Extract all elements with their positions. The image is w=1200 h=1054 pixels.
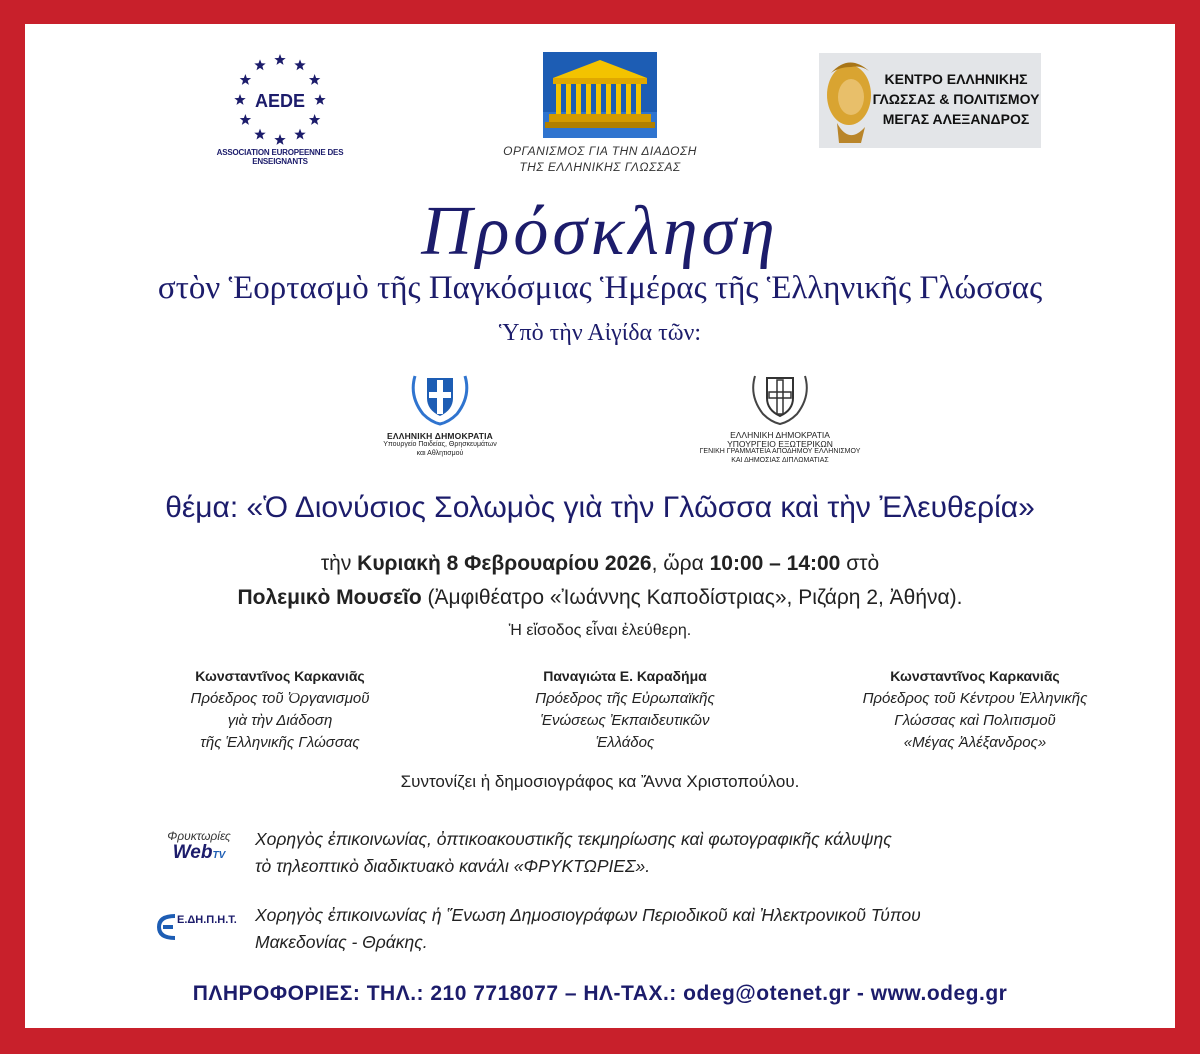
event-when xyxy=(25,552,1175,576)
sponsor-edipit xyxy=(255,902,1085,956)
emblem-left-line1: ΕΛΛΗΝΙΚΗ ΔΗΜΟΚΡΑΤΙΑ xyxy=(386,431,493,441)
star-icon xyxy=(294,129,305,140)
event-topic: θέμα: «Ὁ Διονύσιος Σολωμὸς γιὰ τὴν Γλῶσσα καὶ τὴν Ἐλευθερία» xyxy=(165,491,1035,524)
event-where xyxy=(25,586,1175,610)
star-icon xyxy=(274,54,285,65)
org-caption-line2: ΤΗΣ ΕΛΛΗΝΙΚΗΣ ΓΛΩΣΣΑΣ xyxy=(519,160,681,174)
parthenon-icon xyxy=(495,52,705,138)
aede-stars-icon xyxy=(195,50,365,150)
ministry-foreign-emblem xyxy=(675,364,885,469)
star-icon xyxy=(274,134,285,145)
host-3-role3: «Μέγας Ἀλέξανδρος» xyxy=(903,734,1047,751)
coordinator-note: Συντονίζει ἡ δημοσιογράφος κα Ἄννα Χριστοπούλου. xyxy=(400,772,800,791)
host-2-name: Παναγιώτα Ε. Καραδήμα xyxy=(543,668,707,684)
sponsor-2-line2: Μακεδονίας - Θράκης. xyxy=(255,932,428,952)
fryktories-logo xyxy=(159,829,239,877)
host-2-role3: Ἑλλάδος xyxy=(595,734,655,751)
contact-info: ΠΛΗΡΟΦΟΡΙΕΣ: ΤΗΛ.: 210 7718077 – ΗΛ-ΤΑΧ.: odeg@otenet.gr - www.odeg.gr xyxy=(192,982,1008,1005)
sponsor-1-line1: Χορηγὸς ἐπικοινωνίας, ὀπτικοακουστικῆς τεκμηρίωσης καὶ φωτογραφικῆς κάλυψης xyxy=(255,829,892,849)
star-icon xyxy=(314,94,325,105)
edipit-logo-text: Ε.ΔΗ.Π.Η.Τ. xyxy=(177,914,237,926)
emblem-left-line2: Υπουργείο Παιδείας, Θρησκευμάτων xyxy=(383,441,497,448)
centre-line3: ΜΕΓΑΣ ΑΛΕΞΑΝΔΡΟΣ xyxy=(882,111,1030,127)
host-1-role2: γιὰ τὴν Διάδοση xyxy=(227,712,333,729)
greek-coat-of-arms-outline-icon xyxy=(745,364,815,426)
invitation-title: Πρόσκληση xyxy=(421,193,779,270)
star-icon xyxy=(240,114,251,125)
host-1-name: Κωνσταντῖνος Καρκανιᾶς xyxy=(195,668,365,684)
alexander-head-icon xyxy=(821,53,877,148)
aegis-label: Ὑπὸ τὴν Αἰγίδα τῶν: xyxy=(498,320,702,346)
invitation-sheet xyxy=(25,24,1175,1028)
centre-line1: ΚΕΝΤΡΟ ΕΛΛΗΝΙΚΗΣ xyxy=(884,71,1028,87)
org-caption-line1: ΟΡΓΑΝΙΣΜΟΣ ΓΙΑ ΤΗΝ ΔΙΑΔΟΣΗ xyxy=(503,144,697,158)
aede-tagline: ASSOCIATION EUROPEENNE DES ENSEIGNANTS xyxy=(216,148,344,166)
star-icon xyxy=(240,74,251,85)
greek-coat-of-arms-icon xyxy=(405,364,475,426)
edipit-logo xyxy=(157,908,247,948)
host-3-name: Κωνσταντῖνος Καρκανιᾶς xyxy=(890,668,1060,684)
sponsor-2-line1: Χορηγὸς ἐπικοινωνίας ἡ Ἕνωση Δημοσιογράφων Περιοδικοῦ καὶ Ἠλεκτρονικοῦ Τύπου xyxy=(255,905,921,925)
event-venue-detail: (Ἀμφιθέατρο «Ἰωάννης Καποδίστριας», Ριζάρη 2, Ἀθήνα). xyxy=(427,586,963,609)
event-entry: Ἡ εἴσοδος εἶναι ἐλεύθερη. xyxy=(508,622,692,639)
host-3-role1: Πρόεδρος τοῦ Κέντρου Ἑλληνικῆς xyxy=(862,690,1088,707)
star-icon xyxy=(254,59,265,70)
aede-logo xyxy=(195,50,365,170)
when-pre: τὴν xyxy=(320,552,352,575)
host-3-role2: Γλώσσας καὶ Πολιτισμοῦ xyxy=(894,712,1056,729)
invitation-subtitle: στὸν Ἑορτασμὸ τῆς Παγκόσμιας Ἡμέρας τῆς Ἑλληνικῆς Γλώσσας xyxy=(157,270,1043,306)
host-2-role2: Ἑνώσεως Ἐκπαιδευτικῶν xyxy=(540,712,710,729)
host-2-role1: Πρόεδρος τῆς Εὐρωπαϊκῆς xyxy=(535,690,715,707)
star-icon xyxy=(309,74,320,85)
centre-line2: ΓΛΩΣΣΑΣ & ΠΟΛΙΤΙΣΜΟΥ xyxy=(872,91,1040,107)
star-icon xyxy=(234,94,245,105)
emblem-right-line4: ΚΑΙ ΔΗΜΟΣΙΑΣ ΔΙΠΛΩΜΑΤΙΑΣ xyxy=(731,456,829,464)
edipit-e-icon xyxy=(157,912,177,942)
emblem-right-line2: ΥΠΟΥΡΓΕΙΟ ΕΞΩΤΕΡΙΚΩΝ xyxy=(727,438,833,449)
event-day: Κυριακὴ 8 Φεβρουαρίου 2026 xyxy=(357,552,652,575)
host-2 xyxy=(475,668,775,754)
fryktories-logo-web: WebTV xyxy=(172,842,226,863)
star-icon xyxy=(294,59,305,70)
centre-logo xyxy=(819,53,1041,148)
event-venue: Πολεμικὸ Μουσεῖο xyxy=(237,586,422,609)
star-icon xyxy=(309,114,320,125)
emblem-right-line3: ΓΕΝΙΚΗ ΓΡΑΜΜΑΤΕΙΑ ΑΠΟΔΗΜΟΥ ΕΛΛΗΝΙΣΜΟΥ xyxy=(699,448,861,455)
org-logo xyxy=(495,52,705,176)
centre-name xyxy=(871,69,1041,129)
host-1 xyxy=(130,668,430,754)
when-mid: , ὥρα xyxy=(651,552,704,575)
fryktories-logo-text: Φρυκτωρίες xyxy=(167,829,231,843)
host-1-role3: τῆς Ἑλληνικῆς Γλώσσας xyxy=(200,734,360,751)
emblem-right-line1: ΕΛΛΗΝΙΚΗ ΔΗΜΟΚΡΑΤΙΑ xyxy=(730,430,830,440)
host-1-role1: Πρόεδρος τοῦ Ὀργανισμοῦ xyxy=(190,690,370,707)
when-post: στὸ xyxy=(846,552,880,575)
host-3 xyxy=(825,668,1125,754)
emblem-left-line3: και Αθλητισμού xyxy=(416,449,464,457)
star-icon xyxy=(254,129,265,140)
ministry-education-emblem xyxy=(360,364,520,469)
sponsor-1-line2: τὸ τηλεοπτικὸ διαδικτυακὸ κανάλι «ΦΡΥΚΤΩΡΙΕΣ». xyxy=(255,856,651,876)
sponsor-fryktories xyxy=(255,826,1085,880)
event-time: 10:00 – 14:00 xyxy=(709,552,841,575)
aede-wordmark: AEDE xyxy=(254,91,306,111)
